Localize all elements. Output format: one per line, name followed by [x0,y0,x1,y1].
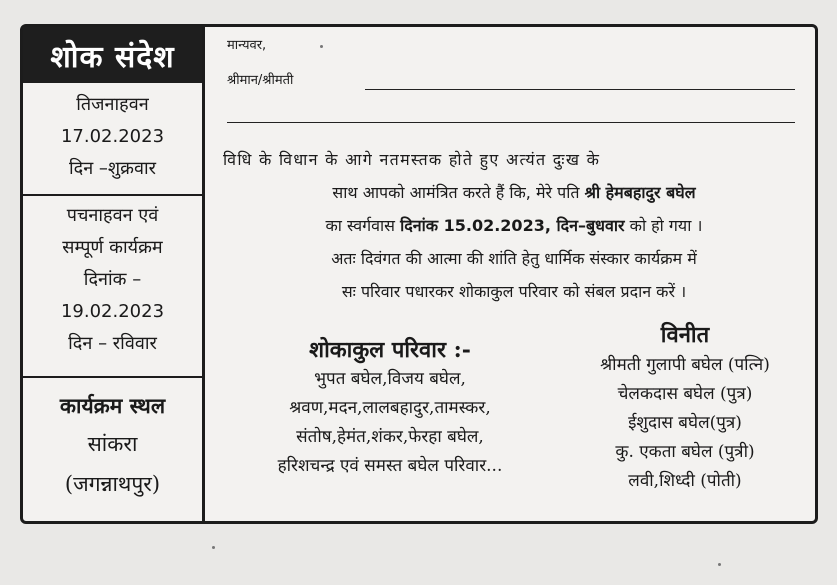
message-paragraph [223,143,805,308]
venue-place: सांकरा [87,432,138,456]
family-line: श्रवण,मदन,लालबहादुर,तामस्कर, [289,398,491,418]
vinit-line: कु. एकता बघेल (पुत्री) [615,442,755,462]
speck [212,546,215,549]
family-line: भुपत बघेल,विजय बघेल, [314,369,466,389]
speck [320,45,323,48]
card-title: शोक संदेश [23,27,202,83]
family-line: हरिशचन्द्र एवं समस्त बघेल परिवार... [277,456,503,476]
message-line: साथ आपको आमंत्रित करते हैं कि, मेरे पति श्री हेमबहादुर बघेल [332,183,696,202]
section1-day: दिन –शुक्रवार [68,158,157,179]
pachnahavan-section [23,196,202,378]
salutation-line2: श्रीमान/श्रीमती [227,73,294,88]
message-line: सः परिवार पधारकर शोकाकुल परिवार को संबल प्रदान करें । [341,282,687,301]
vinit-line: चेलकदास बघेल (पुत्र) [617,384,753,404]
fill-in-line [227,122,795,123]
salutation-line1: मान्यवर, [227,38,267,53]
vinit-block [555,319,815,496]
venue-heading: कार्यक्रम स्थल [59,393,166,418]
venue-section [23,378,202,504]
message-line: का स्वर्गवास दिनांक 15.02.2023, दिन–बुधवार को हो गया । [325,216,703,235]
section2-line: पचनाहवन एवं [66,205,159,226]
section2-line: सम्पूर्ण कार्यक्रम [62,237,163,258]
tijnahavan-section [23,83,202,196]
condolence-card [20,24,818,524]
family-line: संतोष,हेमंत,शंकर,फेरहा बघेल, [296,427,484,447]
vinit-heading: विनीत [660,322,710,348]
family-heading: शोकाकुल परिवार :- [309,337,471,363]
family-block [225,335,555,481]
message-line: विधि के विधान के आगे नतमस्तक होते हुए अत्यंत दुःख के [223,150,601,169]
section2-day: दिन – रविवार [68,333,157,354]
left-panel [23,27,205,521]
section1-line: तिजनाहवन [76,94,149,115]
section2-line: दिनांक – [83,269,142,290]
section2-date: 19.02.2023 [60,301,165,322]
message-line: अतः दिवंगत की आत्मा की शांति हेतु धार्मिक संस्कार कार्यक्रम में [331,249,697,268]
vinit-line: ईशुदास बघेल(पुत्र) [628,413,742,433]
vinit-line: लवी,शिध्दी (पोती) [628,471,742,491]
husband-name: श्री हेमबहादुर बघेल [584,183,696,202]
speck [718,563,721,566]
section1-date: 17.02.2023 [60,126,165,147]
fill-in-line [365,89,795,90]
vinit-line: श्रीमती गुलापी बघेल (पत्नि) [600,355,770,375]
venue-district: (जगन्नाथपुर) [64,472,161,496]
death-date: दिनांक 15.02.2023, दिन–बुधवार [400,216,625,235]
right-panel [205,27,815,521]
